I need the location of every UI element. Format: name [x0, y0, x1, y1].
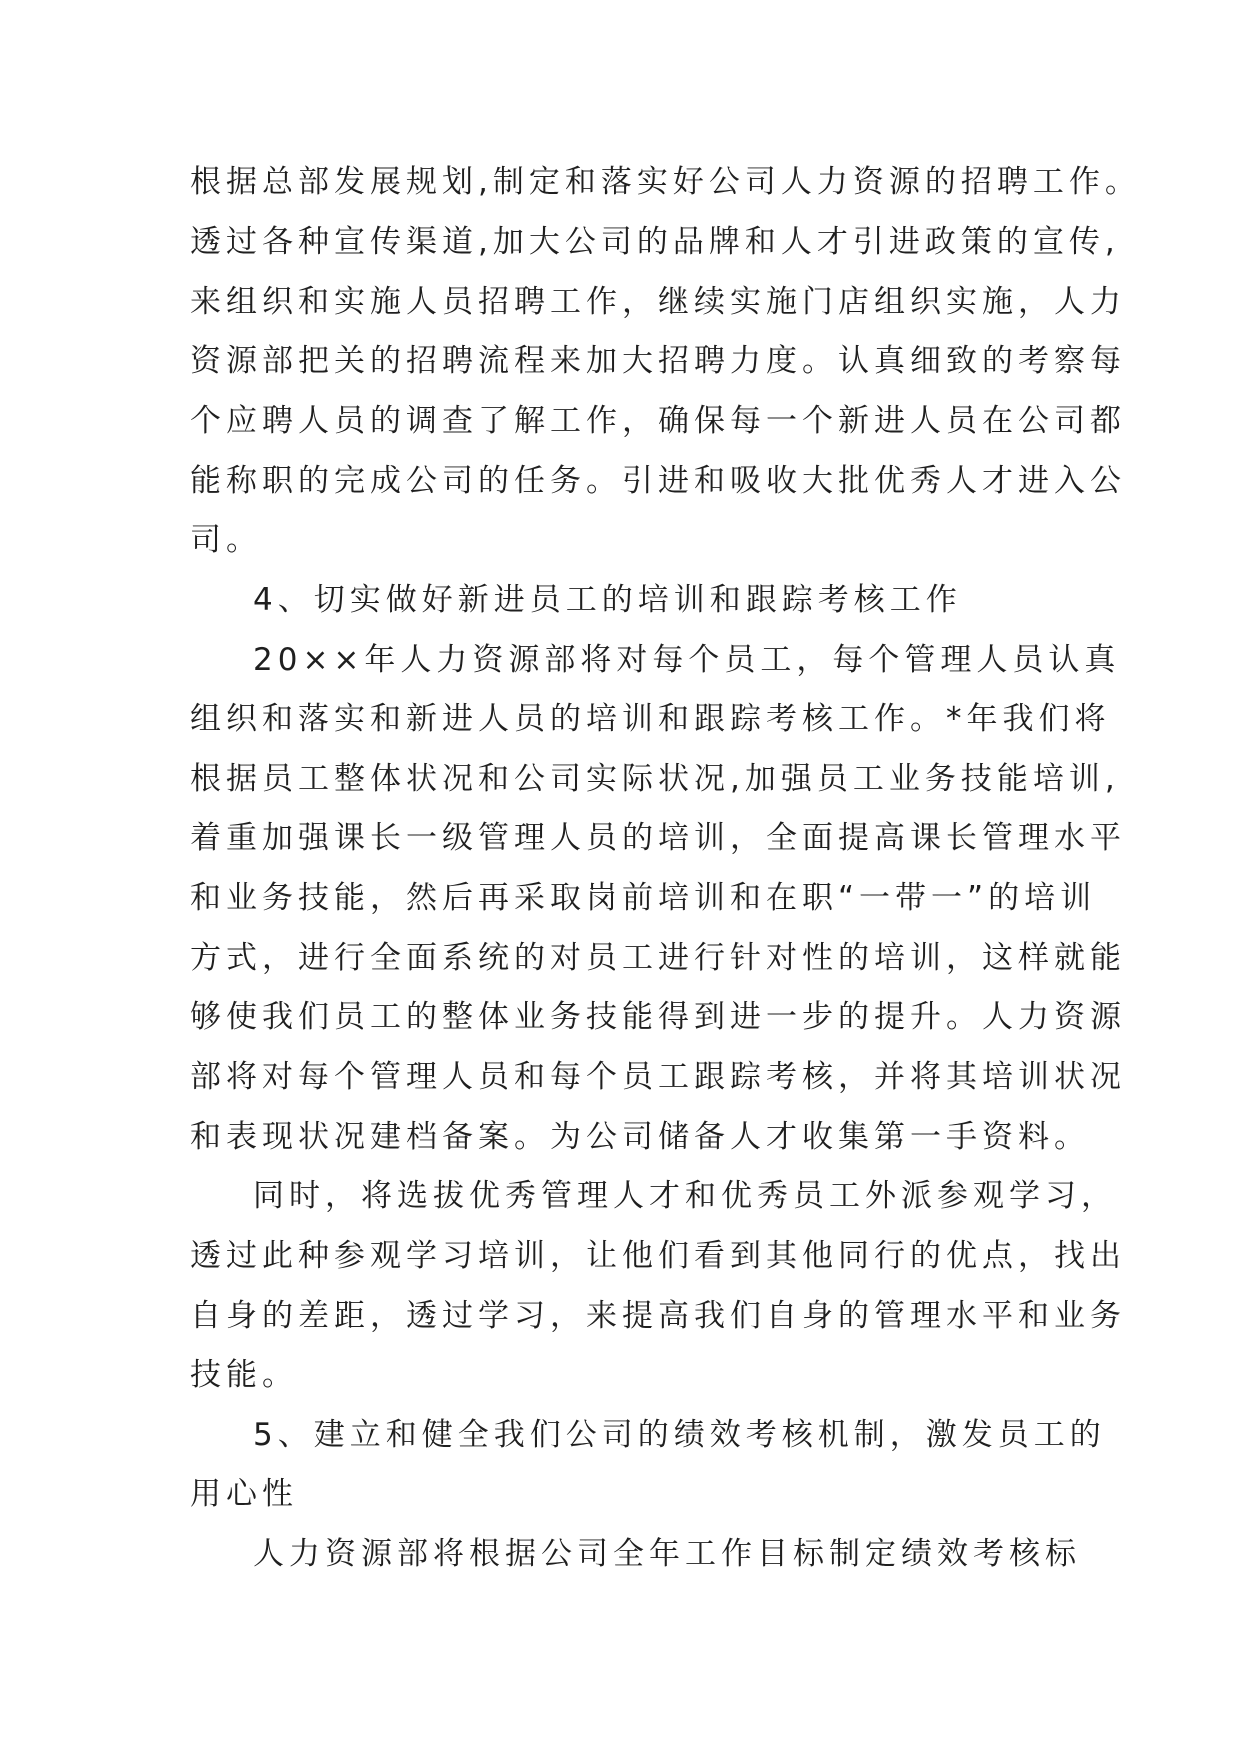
text-line: 透过此种参观学习培训，让他们看到其他同行的优点，找出 [190, 1238, 1126, 1274]
text-line: 资源部把关的招聘流程来加大招聘力度。认真细致的考察每 [190, 343, 1126, 379]
text-line: 够使我们员工的整体业务技能得到进一步的提升。人力资源 [190, 999, 1126, 1035]
section-heading-5: 5、建立和健全我们公司的绩效考核机制，激发员工的 [253, 1417, 1106, 1453]
text-line: 部将对每个管理人员和每个员工跟踪考核，并将其培训状况 [190, 1059, 1126, 1095]
text-line: 根据员工整体状况和公司实际状况,加强员工业务技能培训, [190, 761, 1120, 797]
text-line: 能称职的完成公司的任务。引进和吸收大批优秀人才进入公 [190, 463, 1126, 499]
text-line: 20××年人力资源部将对每个员工，每个管理人员认真 [253, 642, 1121, 678]
text-line: 着重加强课长一级管理人员的培训，全面提高课长管理水平 [190, 820, 1126, 856]
section-heading-4: 4、切实做好新进员工的培训和跟踪考核工作 [253, 582, 962, 618]
text-line: 组织和落实和新进人员的培训和跟踪考核工作。*年我们将 [190, 701, 1111, 737]
text-line: 和表现状况建档备案。为公司储备人才收集第一手资料。 [190, 1119, 1090, 1155]
text-line: 用心性 [190, 1476, 298, 1512]
text-line: 和业务技能，然后再采取岗前培训和在职“一带一”的培训 [190, 880, 1097, 916]
text-line: 方式，进行全面系统的对员工进行针对性的培训，这样就能 [190, 940, 1126, 976]
text-line: 人力资源部将根据公司全年工作目标制定绩效考核标 [253, 1536, 1081, 1572]
text-line: 个应聘人员的调查了解工作，确保每一个新进人员在公司都 [190, 403, 1126, 439]
text-line: 来组织和实施人员招聘工作，继续实施门店组织实施，人力 [190, 284, 1126, 320]
text-line: 技能。 [190, 1357, 298, 1393]
text-line: 透过各种宣传渠道,加大公司的品牌和人才引进政策的宣传, [190, 224, 1120, 260]
text-line: 自身的差距，透过学习，来提高我们自身的管理水平和业务 [190, 1298, 1126, 1334]
text-line: 司。 [190, 522, 262, 558]
text-line: 同时，将选拔优秀管理人才和优秀员工外派参观学习， [253, 1178, 1117, 1214]
text-line: 根据总部发展规划,制定和落实好公司人力资源的招聘工作。 [190, 164, 1141, 200]
